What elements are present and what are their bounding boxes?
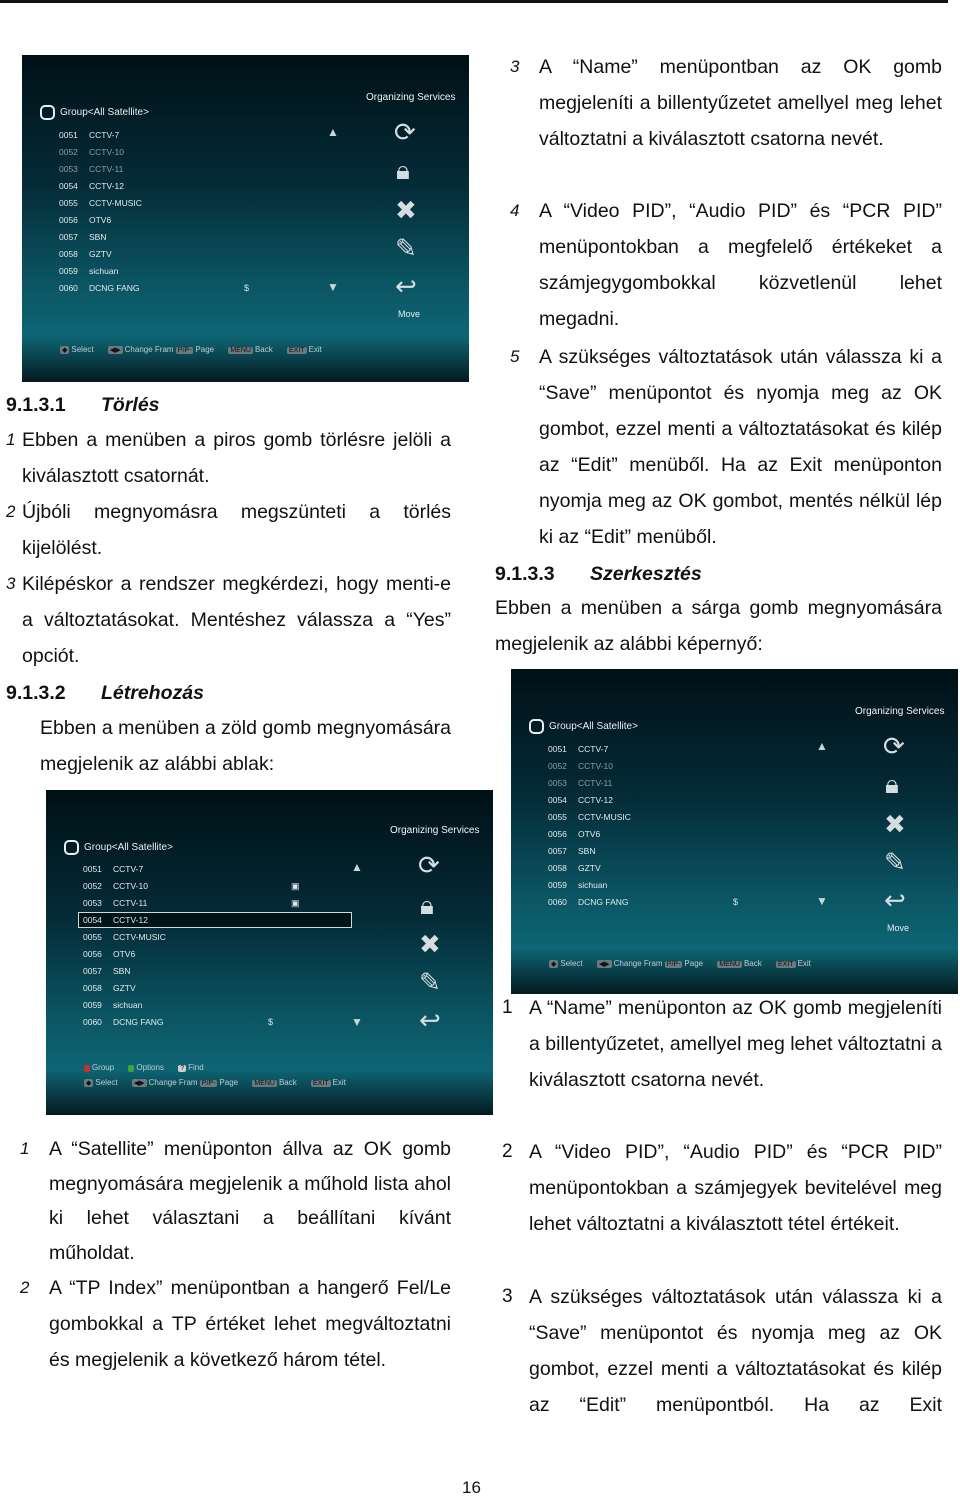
edit-icon[interactable]: ✎ <box>884 847 906 877</box>
delete-icon[interactable]: ✖ <box>419 929 441 959</box>
list-item: 2 A “TP Index” menüpontban a hangerő Fel/Le gombokkal a TP értéket lehet megváltoztatni és megjelenik a következő három tétel. <box>20 1277 451 1371</box>
paragraph-edit: Ebben a menüben a sárga gomb megnyomására megjelenik az alábbi képernyő: <box>495 597 942 655</box>
list-item: 1 Ebben a menüben a piros gomb törlésre jelöli a kiválasztott csatornát. <box>6 429 451 487</box>
scroll-up-icon[interactable]: ▲ <box>351 860 363 874</box>
edit-icon[interactable]: ✎ <box>395 233 417 263</box>
scroll-up-icon[interactable]: ▲ <box>327 125 339 139</box>
list-item: 3 A “Name” menüpontban az OK gomb megjeleníti a billentyűzetet amellyel meg lehet változtatni a kiválasztott csatorna nevét. <box>510 56 942 150</box>
small-lock-icon: ▣ <box>291 898 300 908</box>
list-item: 3 A szükséges változtatások után válassza ki a “Save” menüpontot és nyomja meg az OK gombot, ezzel menti a változtatásokat és kilép az “Edit” menüpontból. Ha az Exit <box>502 1286 942 1416</box>
ok-key-icon: ◆ <box>86 1080 92 1087</box>
group-icon <box>529 719 544 734</box>
lr-key-icon: ◀▶ <box>109 347 121 354</box>
move-label: Move <box>398 309 421 319</box>
small-lock-icon: ▣ <box>291 881 300 891</box>
lr-key-icon: ◀▶ <box>133 1080 145 1087</box>
section-heading-9-1-3-3: 9.1.3.3 Szerkesztés <box>495 563 702 585</box>
lock-icon[interactable]: 🔒︎ <box>885 769 899 799</box>
move-icon[interactable]: ↩ <box>419 1005 441 1035</box>
top-rule <box>0 0 948 3</box>
delete-icon[interactable]: ✖ <box>884 809 906 839</box>
move-icon[interactable]: ↩ <box>395 271 417 301</box>
edit-icon[interactable]: ✎ <box>419 967 441 997</box>
scroll-down-icon[interactable]: ▼ <box>816 894 828 908</box>
list-item: 2 A “Video PID”, “Audio PID” és “PCR PID” menüpontokban a számjegyek bevitelével meg lehet változtatni a kiválasztott tétel értékeit. <box>502 1141 942 1235</box>
organizing-services-title: Organizing Services <box>366 92 456 103</box>
lock-icon[interactable]: 🔒︎ <box>420 890 434 920</box>
footer-bar: ◆ Select ◀▶ Change Fram P/P- Page MENU Back EXIT Exit <box>86 1078 346 1087</box>
list-item: 2 Újbóli megnyomásra megszünteti a törlés kijelölést. <box>6 501 451 559</box>
scroll-down-icon[interactable]: ▼ <box>351 1015 363 1029</box>
page-number: 16 <box>462 1478 481 1497</box>
scroll-down-icon[interactable]: ▼ <box>327 280 339 294</box>
list-item: 3 Kilépéskor a rendszer megkérdezi, hogy menti-e a változtatásokat. Mentéshez válassza a “Yes” opciót. <box>6 573 451 667</box>
scroll-up-icon[interactable]: ▲ <box>816 739 828 753</box>
move-icon[interactable]: ↩ <box>884 885 906 915</box>
green-key-icon <box>128 1065 134 1072</box>
scramble-mark: $ <box>244 283 250 293</box>
delete-icon[interactable]: ✖ <box>395 195 417 225</box>
list-item: 1 A “Name” menüponton az OK gomb megjeleníti a billentyűzetet, amellyel meg lehet változtatni a kiválasztott csatorna nevét. <box>502 997 942 1091</box>
paragraph-create: Ebben a menüben a zöld gomb megnyomására megjelenik az alábbi ablak: <box>40 717 451 775</box>
tv-screenshot-organizing-1: Group<All Satellite> Organizing Services 0051 CCTV-7 0052 CCTV-10 0053 CCTV-11 0054 CCTV-12 0055 CCTV-MUSIC 0056 OTV6 0057 SBN 0058 GZTV 0059 sichuan 0060 DCNG FANG $ ▲ ▼ ⟳ 🔒︎ ✖ ✎ ↩ Move ◆ Select ◀▶ Change Fram P/P- Page MENU Back EXIT Exit <box>22 55 469 382</box>
tv-screenshot-organizing-3: Group<All Satellite> Organizing Services 0051 CCTV-7 0052 CCTV-10 0053 CCTV-11 0054 CCTV-12 0055 CCTV-MUSIC 0056 OTV6 0057 SBN 0058 GZTV 0059 sichuan 0060 DCNG FANG $ ▲ ▼ ⟳ 🔒︎ ✖ ✎ ↩ Move ◆ Select ◀▶ Change Fram P/P- Page MENU Back EXIT Exit <box>511 669 958 994</box>
tv-screenshot-organizing-2: Group<All Satellite> Organizing Services 0051 CCTV-7 0052 CCTV-10 0053 CCTV-11 0054 CCTV-12 0055 CCTV-MUSIC 0056 OTV6 0057 SBN 0058 GZTV 0059 sichuan 0060 DCNG FANG $ ▣ ▣ ▲ ▼ ⟳ 🔒︎ ✖ ✎ ↩ Group Options ? Find ◆ Select ◀▶ Change Fram P/P- Page MENU Back EXIT Exit <box>46 790 493 1115</box>
footer-bar-top: Group Options ? Find <box>84 1063 204 1072</box>
ok-key-icon: ◆ <box>551 961 557 968</box>
section-heading-9-1-3-1: 9.1.3.1 Törlés <box>6 394 160 416</box>
lr-key-icon: ◀▶ <box>598 961 610 968</box>
organizing-services-title: Organizing Services <box>390 825 480 836</box>
favorite-refresh-icon[interactable]: ⟳ <box>883 731 905 761</box>
group-label: Group<All Satellite> <box>529 719 638 734</box>
list-item: 5 A szükséges változtatások után válassza ki a “Save” menüpontot és nyomja meg az OK gombot, ezzel menti a változtatásokat és kilép az “Edit” menüből. Ha az Exit menüponton nyomja meg az OK gombot, mentés nélkül lép ki az “Edit” menüből. <box>510 346 942 548</box>
group-icon <box>64 840 79 855</box>
list-item: 1 A “Satellite” menüponton állva az OK gomb megnyomására megjelenik a műhold lista ahol ki lehet választani a beállítani kívánt műholdat. <box>20 1138 451 1264</box>
red-key-icon <box>84 1065 90 1072</box>
group-label: Group<All Satellite> <box>40 105 149 120</box>
footer-bar: ◆ Select ◀▶ Change Fram P/P- Page MENU Back EXIT Exit <box>551 959 811 968</box>
list-item: 4 A “Video PID”, “Audio PID” és “PCR PID” menüpontokban a megfelelő értékeket a számjegygombokkal közvetlenül lehet megadni. <box>510 200 942 330</box>
ok-key-icon: ◆ <box>62 347 68 354</box>
lock-icon[interactable]: 🔒︎ <box>396 155 410 185</box>
favorite-refresh-icon[interactable]: ⟳ <box>418 850 440 880</box>
find-key-icon: ? <box>180 1065 185 1072</box>
scramble-mark: $ <box>733 897 739 907</box>
organizing-services-title: Organizing Services <box>855 706 945 717</box>
favorite-refresh-icon[interactable]: ⟳ <box>394 117 416 147</box>
group-icon <box>40 105 55 120</box>
footer-bar: ◆ Select ◀▶ Change Fram P/P- Page MENU Back EXIT Exit <box>62 345 322 354</box>
group-label: Group<All Satellite> <box>64 840 173 855</box>
section-heading-9-1-3-2: 9.1.3.2 Létrehozás <box>6 682 204 704</box>
scramble-mark: $ <box>268 1017 274 1027</box>
move-label: Move <box>887 923 910 933</box>
